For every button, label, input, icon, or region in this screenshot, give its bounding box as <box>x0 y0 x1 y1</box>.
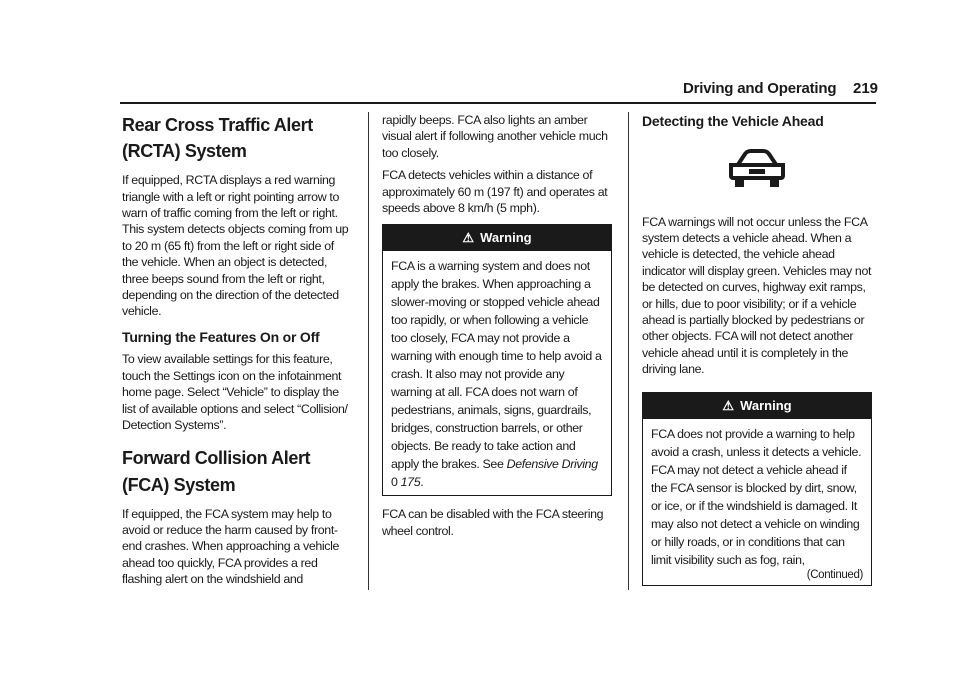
column-1 <box>122 112 352 594</box>
running-header-section: Driving and Operating <box>683 80 837 97</box>
fca-range-paragraph: FCA detects vehicles within a distance of approximately 60 m (197 ft) and operates at speeds above 8 km/h (5 mph). <box>382 168 608 216</box>
column-divider-1 <box>368 112 369 590</box>
warning-title: Warning <box>480 230 532 246</box>
cross-reference-page[interactable]: 175 <box>400 475 421 490</box>
warning-title: Warning <box>740 397 792 413</box>
warning-body <box>643 419 871 585</box>
vehicle-ahead-icon <box>725 146 789 192</box>
warning-text: FCA is a warning system and does not apply the brakes. When approaching a slower-moving or stopped vehicle ahead too rapidly, or when following a vehicle too closely, FCA may not provide a warning with enough time to help avoid a crash. It also may not provide any warning at all. FCA does not warn of pedestrians, animals, signs, guardrails, bridges, construction barrels, or other objects. Be ready to take action and apply the brakes. See <box>391 259 602 472</box>
warning-header <box>643 393 871 419</box>
warning-box-detection <box>642 392 872 586</box>
warning-text: FCA does not provide a warning to help avoid a crash, unless it detects a vehicle. FCA may not detect a vehicle ahead if the FCA sensor is blocked by dirt, snow, or ice, or if the windshield is damaged. It may also not detect a vehicle on winding or hilly roads, or in conditions that can limit visibility such as fog, rain, <box>651 426 862 567</box>
rcta-paragraph: If equipped, RCTA displays a red warning triangle with a left or right pointing arrow to warn of traffic coming from the left or right. This system detects objects coming from up to 20 m (65 ft) from the left or right side of the vehicle. When an object is detected, three beeps sound from the left or right, depending on the direction of the detected vehicle. <box>122 173 349 319</box>
column-2 <box>382 112 612 545</box>
detecting-heading: Detecting the Vehicle Ahead <box>642 113 824 129</box>
cross-reference-link[interactable]: Defensive Driving <box>506 457 598 472</box>
features-heading: Turning the Features On or Off <box>122 328 320 345</box>
fca-disable-paragraph: FCA can be disabled with the FCA steering wheel control. <box>382 507 604 538</box>
warning-header <box>383 225 611 251</box>
column-divider-2 <box>628 112 629 590</box>
detecting-paragraph: FCA warnings will not occur unless the FCA system detects a vehicle ahead. When a vehicle is detected, the vehicle ahead indicator will display green. Vehicles may not be detected on curves, highway exit ramps, or hills, due to poor visibility; or if a vehicle ahead is partially blocked by pedestrians or other objects. FCA will not detect another vehicle ahead until it is completely in the driving lane. <box>642 214 872 377</box>
fca-heading: Forward Collision Alert (FCA) System <box>122 448 311 495</box>
page-ref-symbol: 0 <box>391 475 398 490</box>
page-number: 219 <box>853 80 879 97</box>
rcta-heading: Rear Cross Traffic Alert (RCTA) System <box>122 115 313 162</box>
continued-label: (Continued) <box>806 568 863 581</box>
warning-triangle-icon: ⚠ <box>462 230 475 246</box>
fca-alert-paragraph: rapidly beeps. FCA also lights an amber visual alert if following another vehicle much too closely. <box>382 113 608 160</box>
warning-triangle-icon: ⚠ <box>722 397 735 413</box>
column-3 <box>642 112 872 596</box>
warning-body: FCA is a warning system and does not apply the brakes. When approaching a slower-moving or stopped vehicle ahead too rapidly, or when following a vehicle too closely, FCA may not provide a warning with enough time to help avoid a crash. It also may not provide any warning at all. FCA does not warn of pedestrians, animals, signs, guardrails, bridges, construction barrels, or other objects. Be ready to take action and apply the brakes. See Defensive Driving 0 175. <box>391 259 602 490</box>
warning-box-fca <box>382 224 612 496</box>
header-rule <box>120 102 876 104</box>
features-paragraph: To view available settings for this feature, touch the Settings icon on the infotainment home page. Select “Vehicle” to display the list of available options and select “Collision/ Detection Systems”. <box>122 352 348 433</box>
fca-paragraph: If equipped, the FCA system may help to avoid or reduce the harm caused by front-end crashes. When approaching a vehicle ahead too quickly, FCA provides a red flashing alert on the windshield and <box>122 506 340 587</box>
